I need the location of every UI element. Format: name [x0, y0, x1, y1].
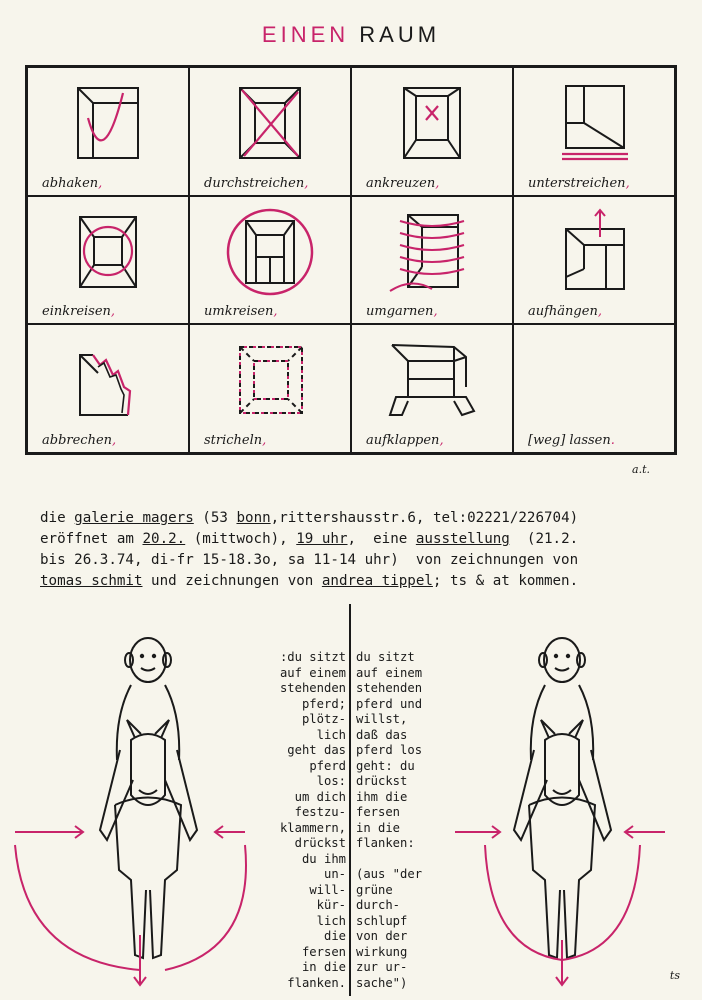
- poem-line: un-: [323, 867, 346, 881]
- room-encircled-center-icon: [58, 207, 158, 297]
- signature-ts: ts: [669, 969, 680, 982]
- signature-at: a.t.: [632, 463, 650, 476]
- caption: aufklappen,: [366, 433, 444, 448]
- poem-line: pferd: [309, 758, 346, 773]
- poem-line: auf einem: [279, 665, 346, 680]
- caption: abbrechen,: [42, 433, 117, 448]
- poem-left-column: [246, 650, 346, 991]
- poem-line: drückst: [294, 836, 346, 850]
- room-broken-off-icon: [58, 335, 158, 425]
- poem-line: will-: [309, 882, 346, 897]
- poem-line: festzu-: [294, 805, 346, 819]
- poem-line: auf einem: [356, 665, 423, 680]
- poem-line: willst,: [356, 712, 408, 726]
- poem-line: du ihm: [301, 851, 346, 866]
- poem-line: wirkung: [356, 944, 408, 959]
- poem-line: plötz-: [301, 712, 346, 726]
- cell-stricheln: [189, 324, 351, 453]
- poem-line: in die: [356, 820, 401, 835]
- poem-line: von der: [356, 929, 408, 943]
- poem-line: sache"): [356, 975, 408, 990]
- cell-unterstreichen: [513, 67, 675, 196]
- poem-line: um dich: [294, 789, 346, 804]
- poem-line: fersen: [301, 944, 346, 959]
- cell-weglassen: [513, 324, 675, 453]
- poem-line: ihm die: [356, 789, 408, 804]
- caption: durchstreichen,: [204, 175, 309, 191]
- room-encircled-icon: [220, 207, 320, 297]
- caption: unterstreichen,: [528, 175, 630, 191]
- caption: stricheln,: [204, 433, 267, 448]
- poem-line: kür-: [316, 898, 346, 912]
- poem-line: los:: [316, 774, 346, 788]
- poem-line: zur ur-: [356, 960, 408, 974]
- room-underlined-icon: [544, 78, 644, 168]
- cell-ankreuzen: [351, 67, 513, 196]
- cell-umgarnen: [351, 196, 513, 325]
- cell-abhaken: [27, 67, 189, 196]
- poem-line: lich: [316, 727, 346, 742]
- poem-line: pferd;: [301, 696, 346, 711]
- caption: umgarnen,: [366, 304, 438, 320]
- rider-right-illustration: [450, 630, 700, 990]
- poem-line: schlupf: [356, 913, 408, 928]
- room-checked-icon: [58, 78, 158, 168]
- cell-aufhaengen: [513, 196, 675, 325]
- caption: abhaken,: [42, 175, 103, 191]
- poem-line: in die: [301, 960, 346, 974]
- caption: aufhängen,: [528, 304, 602, 320]
- poem-line: pferd und: [356, 696, 423, 711]
- poem-line: die: [323, 929, 346, 943]
- poem-line: flanken:: [356, 836, 415, 850]
- poem-line: :du sitzt: [279, 650, 346, 664]
- cell-umkreisen: [189, 196, 351, 325]
- poem-line: pferd los: [356, 743, 423, 757]
- cell-einkreisen: [27, 196, 189, 325]
- cell-aufklappen: [351, 324, 513, 453]
- title-word-raum: RAUM: [359, 22, 441, 47]
- rider-left-illustration: [5, 630, 255, 990]
- drawing-grid: [25, 65, 677, 455]
- caption: umkreisen,: [204, 304, 278, 320]
- poem-line: stehenden: [356, 681, 423, 695]
- poem-line: grüne: [356, 882, 393, 897]
- room-crossed-out-icon: [220, 78, 320, 168]
- poem-line: geht: du: [356, 758, 415, 773]
- cell-durchstreichen: [189, 67, 351, 196]
- room-unfolded-icon: [382, 335, 482, 425]
- cell-abbrechen: [27, 324, 189, 453]
- poem-line: drückst: [356, 774, 408, 788]
- room-dashed-icon: [220, 335, 320, 425]
- title-word-einen: EINEN: [261, 22, 350, 47]
- room-marked-x-icon: [382, 78, 482, 168]
- exhibition-announcement: die galerie magers (53 bonn,rittershausstr.6, tel:02221/226704) eröffnet am 20.2. (mittwoch), 19 uhr, eine ausstellung (21.2. bis 26.3.74, di-fr 15-18.3o, sa 11-14 uhr) von zeichnungen von tomas schmit und zeichnungen von andrea tippel; ts & at kommen.: [40, 510, 579, 589]
- poem-line: fersen: [356, 805, 401, 819]
- poem-line: stehenden: [279, 681, 346, 695]
- vertical-divider: [349, 604, 351, 996]
- poem-line: geht das: [287, 743, 346, 757]
- poem-line: lich: [316, 913, 346, 928]
- poem-line: (aus "der: [356, 867, 423, 881]
- poem-line: klammern,: [279, 820, 346, 835]
- poem-line: daß das: [356, 727, 408, 742]
- poem-line: flanken.: [287, 975, 346, 990]
- caption: ankreuzen,: [366, 175, 440, 191]
- room-hung-up-icon: [544, 207, 644, 297]
- caption: einkreisen,: [42, 304, 116, 320]
- caption: [weg] lassen.: [528, 433, 615, 448]
- poem-line: du sitzt: [356, 650, 415, 664]
- poem-line: durch-: [356, 898, 401, 912]
- page-title: [0, 22, 702, 48]
- room-wrapped-yarn-icon: [382, 207, 482, 297]
